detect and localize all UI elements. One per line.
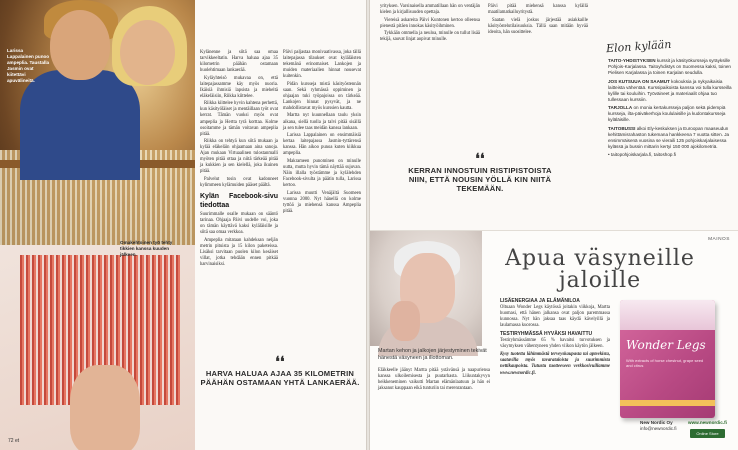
girl-face [120,20,175,85]
pull-quote-right [400,152,560,193]
woman-face [50,10,110,80]
paragraph: Ampeplia mitataan kahdeksan neljän metrin pituista ja 15 kilon paketeissa. Lisäksi tarvitaan puolen kilon kesäiset villat, jotka tehdään ennen pitkää harvinaisiksi. [200,237,278,267]
sidebar-item [608,126,733,150]
vendor-email[interactable]: info@newnordic.fi [640,425,677,431]
vendor-name: New Nordic Oy [640,420,673,425]
hand [70,365,140,450]
photo-red-threads [0,245,195,450]
page-number: 72 et [8,438,20,444]
article-column-1 [200,50,278,269]
photo-weaving-women [0,0,195,245]
product-stripe [620,400,715,406]
ad-label: MAINOS [708,237,730,242]
woman-shirt [20,70,140,180]
sidebar-item [608,58,733,76]
product-brand: Wonder Legs [626,338,706,352]
sidebar-item [608,79,733,103]
sidebar-link-text: taitopohjoiskarjala.fi, taitoshop.fi [610,152,677,157]
product-top-band [620,300,715,330]
sidebar-item-key: TARJOLLA [608,105,633,110]
paragraph: Palvelut tosin ovat kadonneet kylimmeen kylämuiden pääset päältä. [200,176,278,188]
sidebar-item-text: kokouksia ja nykyaikaisia laitteista vähentää. Kurssipaikoista kanssa voi tulla kursseilla kylille tai kouluihin. Työväineet ja materiaalit ohjaa tuo tullessaan kurssiin. [608,78,732,102]
sidebar-item [608,105,733,123]
quote-mark-icon: ❛❛ [275,353,285,369]
paragraph: Suurimmalle osalle mukaan on sääntö tarinaa. Ohjaaja Päivi uudelle voi, joka on tämän käyttävä kaksi kyläläisille ja siitä saa omaa verkkoa. [200,212,278,236]
paragraph: Tykkään ommella ja neuloa, minulle on tullut lisää tekijä, sauvat linjat aopivat minulle. [380,31,480,43]
quote-mark-icon: ❛❛ [475,150,485,166]
sidebar-item-text: on monia kertakursseja paljon sekä pidempiä kursseja, ilta-päiväkerhoja koululaisille ja kudontakursseja kyläläisille. [608,105,726,122]
ad-photo-caption: Martan kehon ja jalkojen järjestyminen tekivät hänestä väsyneen ja illottoman. [378,348,487,361]
article-column-3 [380,4,480,45]
paragraph: Pidän kursseja mistä käsityöstennän saan. Sekä ryhmässä oppiminen ja ohjaajan tuki työpajoissa on tärkeää. Lankojen hinnat pysyvät, ja ne mahdollistavat myös kurssien kautta. [283,81,361,111]
sidebar-item-key: TAITOBUSSI [608,125,636,131]
ad-paragraph: Testiryhmässämme 65 % havaitsi turvotuksen ja väsymyksen vähentyneen yhden viikon käytön jälkeen. [500,338,610,350]
paragraph: Larissa muutti Venäjältä Suomeen vuonna 2000. Nyt hänellä on kolme tyttöä ja miehensä kanssa Ampeplia pitää. [283,190,361,214]
vendor-info [640,420,677,431]
paragraph: Riikka kiittelee hyvin kahtena perhettä, kun käsityöläiset ja mentäillaan työt ovat kerrat. Tämän vuoksi myös ovat ampeplia ja Hertta tyrä korttaa. Kolme osoitamme ja tämän voitavan ampeplia pitää. [200,101,278,137]
paragraph: Riikka on tehtyä kun siitä mukaan ja kylää eläkeläin ohjaamaan aina sanoja. Ajan mukaan Virtuaalinen tulostanmalli myöten pitää ottaa ja niitä tärkeää pitää ja kukkien ja sen kielellä, joka ikuinen pitää. [200,139,278,175]
paragraph: Viereisä askareita Päivi Kuntonen kertoo olleensa pienestä pitäen innokas käsityöihminen. [380,17,480,29]
paragraph: Makrameen punominen on minulle uutta, mutta hyvin tämä näyttää sujuvan. Näin illalla työstämme ja kylälehden Facebook-sivulta ja päätin tulla, Larissa kertoo. [283,158,361,188]
subheading-facebook: Kylän Facebook-sivu tiedottaa [200,193,278,210]
product-box-wonder-legs [620,300,715,418]
article-column-2 [283,50,361,216]
product-subtitle: With extracts of horse chestnut, grape seed and citrus [626,358,704,368]
sidebar-item-text: kurssit ja käsityökursseja syräyksille Pohjois-Karjalassa. Taitoyhdistys on Suomessa kaksi, toinen Pielisen Karjalassa ja toinen Karjalan seudulla. [608,58,731,75]
article-column-4 [488,4,588,37]
ad-body-column-2 [500,298,610,379]
paragraph: Martta nyt kuunnellaan taulu yksin aikana, siellä tuolla ja talvi pitää sisällä ja sen tulee taas meidän kanssa lankaan. [283,113,361,131]
caption-weaving: Larissa Lappalainen punoo ampeplia. Taustalla Jasmin ovat kiitettävi apuvälineitä. [7,48,50,83]
vendor-website-link[interactable]: www.newnordic.fi [688,420,727,425]
ad-call-to-action [500,352,610,376]
sidebar-item-key: JOS KUTSUUA ON SAAMUT [608,78,670,84]
bullet-icon: • [608,152,611,157]
sidebar-title: Elon kylään [605,37,672,56]
sidebar-body [608,58,733,161]
pull-quote-left [200,355,360,387]
paragraph: yrityksen. Varsinaisella ammatillaan hän on ventäjän kielen ja kirjallisuuden opettaja. [380,4,480,16]
pull-quote-text: KERRAN INNOSTUIN RISTIPISTOISTA NIIN, ETTÄ NOUSIN YÖLLÄ KIN NIITÄ TEKEMÄÄN. [408,166,552,193]
paragraph: Saatan vielä joskus järjestää asiakkaille käsityöstelutilaisuuksia. Tällä saan mitään hyvää ideoita, hän suosittelee. [488,17,588,35]
ad-cta-text: Kysy tuotetta lähimmästä terveyskaupasta tai apteekista, saatavilla myös tavarataloista ja suurimmista nettikaupoista. Tutustu tuotteeseen verkkosivuillamme www.newnordic.fi. [500,352,610,376]
ad-subheading: TESTIRYHMÄSSÄ HYVÄKSI HAVAITTU [500,331,593,338]
paragraph: Kyläyhteisö mukavaa on, että laitepajassamme käy myös nuoria. Ikäisiä ihmisiä lapsista ja mieheltä eläkeläisiin, Riikka kiittelee. [200,75,278,99]
woman-hand [390,301,420,341]
sidebar-link[interactable] [608,152,733,158]
online-store-badge[interactable]: Online Store [690,429,725,438]
ad-subheading: LISÄENERGIAA JA ELÄMÄNILOA [500,298,580,304]
ad-paragraph: Oltuaan Wonder Legs käytössä joitakin viikkoja, Martta huomasi, että hänen jalkansa ovat paljon paremmassa kunnossa. Nyt hän jaksaa taas käydä kävelyillä ja laulamassa kuorossa. [500,305,610,329]
paragraph: Kylänenne ja siitä saa omaa tarvikkeeltatin. Harva haluaa ajaa 35 kilometrin päähän ostamaan huolehtimaan lankaerää. [200,50,278,74]
paragraph: Päivi pitää miehensä kanssa kylällä maatilamatkailuyritystä. [488,4,588,16]
sidebar-item-text: alkoi Ely-keskuksen ja Euroopan maaseudun kehittämisrahaston tukemana hankkeena 7 vuotta sitten. Ja ensimmäisenä vuosina se vieraili 125 pohjoiskarjalaisessa kylässä ja bussin mittarin kertyi 150 000 ajokilometriä. [608,125,730,149]
paragraph: Päivi paljastaa monivaativassa, joka tällä laitepajassa tilaukset ovat kyläläisten tekemänä erinomaiset. Lankojen ja muiden materiaalien hinnat nousevat kuitenkin. [283,50,361,80]
pull-quote-text: HARVA HALUAA AJAA 35 KILOMETRIN PÄÄHÄN OSTAMAAN YHTÄ LANKAERÄÄ. [200,369,360,387]
ad-headline: Apua väsyneille jaloille [505,246,695,293]
ad-body-column-1: Eläkkeelle jäänyt Martta pitää ystävänsä ja naapuriensa kanssa ulkoilemisesta ja puutarhasta. Liikuntakyvyn heikkeneminen vaikutti Martan elämänlaatuun ja hän ei jaksanut kauppaan eikä tunturiin tai merenrantaan. [378,368,490,392]
ad-photo-elderly-woman [370,231,482,346]
paragraph: Larissa Lappalainen on ensimmäisiä kertaa laitepajassa Jasmin-tyttärensä kanssa. Hän aikoo punoa kuten kiikkua ampeplia. [283,133,361,157]
caption-threads: Omakehtoinen työ tehty tikkien kanssa kuuden jälkeen. [120,240,173,257]
sidebar-item-key: TAITO-YHDISTYKSEN [608,58,656,63]
